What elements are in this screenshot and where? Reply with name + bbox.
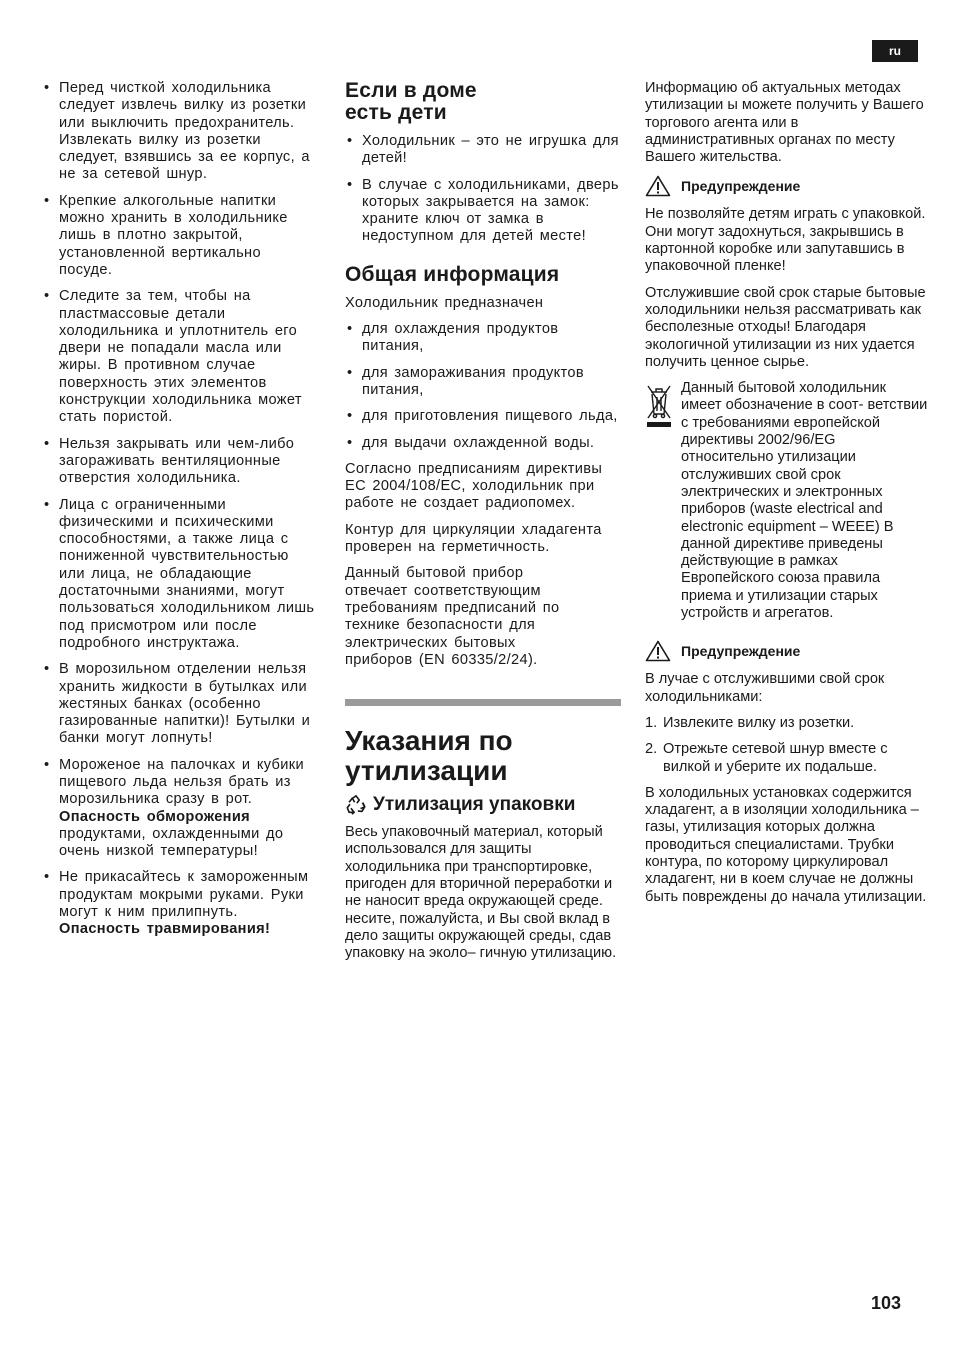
list-item: • для охлаждения продуктов питания,	[345, 321, 621, 356]
list-item: • для замораживания продуктов питания,	[345, 365, 621, 400]
children-list	[345, 133, 621, 246]
frostbite-warning: Опасность обморожения	[59, 808, 251, 825]
warning-label: Предупреждение	[681, 642, 801, 659]
old-units-paragraph: Отслужившие свой срок старые бытовые холодильники нельзя рассматривать как бесполезные отходы! Благодаря экологичной утилизации из них удается получить ценное сырье.	[645, 284, 926, 370]
list-item	[42, 757, 318, 861]
step-item	[645, 741, 930, 776]
warning-disposal-intro: В лучае с отслужившими свой срок холодильниками:	[645, 671, 885, 705]
list-item: • Лица с ограниченными физическими и психическими способностями, а также лица с пониженной чувствительностью или лица, не обладающие достаточными знаниями, могут пользоваться холодильником лишь под присмотром или после подробного инструктажа.	[42, 497, 318, 653]
warning-triangle-icon	[645, 640, 671, 662]
packaging-text: Весь упаковочный материал, который использовался для защиты холодильника при транспортировке, пригоден для вторичной переработки и не наносит вреда окружающей среде. несите, пожалуйста, и Вы свой вклад в дело защиты окружающей среды, сдав упаковку на эколо– гичную утилизацию.	[345, 824, 617, 962]
warning-label: Предупреждение	[681, 177, 801, 194]
info-column	[345, 80, 621, 972]
packaging-heading-text: Утилизация упаковки	[373, 794, 576, 816]
warning-children	[645, 175, 930, 197]
injury-warning: Опасность травмирования!	[59, 921, 271, 938]
step-text: Извлеките вилку из розетки.	[663, 714, 855, 731]
list-item: • В случае с холодильниками, дверь которых закрывается на замок: храните ключ от замка в недоступном для детей месте!	[345, 177, 621, 246]
children-heading: Если в доме есть дети	[345, 79, 477, 124]
list-item: • Крепкие алкогольные напитки можно хранить в холодильнике лишь в плотно закрытой, установленной вертикально посуде.	[42, 193, 318, 279]
step-item	[645, 715, 930, 732]
safety-standards-paragraph: Данный бытовой прибор отвечает соответствующим требованиям предписаний по технике безопасности для электрических бытовых приборов (EN 60335/2/24).	[345, 565, 560, 668]
warning-triangle-icon	[645, 175, 671, 197]
purpose-list	[345, 321, 621, 452]
disposal-steps	[645, 715, 930, 776]
step-text: Отрежьте сетевой шнур вместе с вилкой и уберите их подальше.	[663, 741, 888, 775]
language-badge: ru	[872, 40, 918, 62]
refrigerant-disposal-paragraph: В холодильных установках содержится хладагент, а в изоляции холодильника – газы, утилизация которых должна проводиться специалистами. Трубки контура, по которому циркулировал хладагент, ни в коем случае не должны быть повреждены до начала утилизации.	[645, 784, 927, 905]
disposal-column	[645, 80, 930, 915]
step-number: 1.	[645, 714, 658, 731]
weee-notice	[645, 380, 930, 622]
warning-disposal	[645, 640, 930, 662]
general-intro: Холодильник предназначен	[345, 294, 544, 311]
list-item: • Холодильник – это не игрушка для детей!	[345, 133, 621, 168]
list-item: • для выдачи охлажденной воды.	[345, 435, 621, 452]
step-number: 2.	[645, 741, 658, 758]
recycle-icon	[345, 794, 367, 816]
list-item: • Нельзя закрывать или чем-либо загораживать вентиляционные отверстия холодильника.	[42, 436, 318, 488]
list-item: • для приготовления пищевого льда,	[345, 408, 621, 425]
section-divider	[345, 699, 621, 706]
refrigerant-paragraph: Контур для циркуляции хладагента проверен на герметичность.	[345, 521, 602, 556]
disposal-heading: Указания по утилизации	[345, 725, 513, 787]
list-item	[42, 869, 318, 938]
safety-column	[42, 80, 318, 948]
page-number: 103	[871, 1293, 902, 1313]
list-item: • В морозильном отделении нельзя хранить жидкости в бутылках или жестяных банках (особенно газированные напитки)! Бутылки и банки могут лопнуть!	[42, 661, 318, 747]
safety-list	[42, 80, 318, 939]
list-item-text: Мороженое на палочках и кубики пищевого льда нельзя брать из морозильника сразу в рот.	[59, 756, 304, 808]
general-info-heading: Общая информация	[345, 262, 560, 286]
list-item-text-after: продуктами, охлажденными до очень низкой температуры!	[59, 825, 284, 860]
warning-children-text: Не позволяйте детям играть с упаковкой. Они могут задохнуться, закрывшись в картонной коробке или запутавшись в упаковочной пленке!	[645, 206, 926, 275]
weee-text: Данный бытовой холодильник имеет обозначение в соот- ветствии с требованиями европейской директивы 2002/96/EG относительно утилизации отслуживших свой срок электрических и электронных приборов (waste electrical and electronic equipment – WEEE) В данной директиве приведены действующие в рамках Европейского союза правила приема и утилизации старых устройств и агрегатов.	[681, 380, 928, 622]
list-item: • Перед чисткой холодильника следует извлечь вилку из розетки или выключить предохранитель. Извлекать вилку из розетки следует, взявшись за ее корпус, а не за сетевой шнур.	[42, 80, 318, 184]
list-item-text: Не прикасайтесь к замороженным продуктам мокрыми руками. Руки могут к ним прилипнуть.	[59, 869, 309, 921]
packaging-heading	[345, 794, 621, 816]
list-item: • Следите за тем, чтобы на пластмассовые детали холодильника и уплотнитель его двери не попадали масла или жиры. В противном случае поверхность этих элементов конструкции холодильника может стать пористой.	[42, 288, 318, 426]
emc-paragraph: Согласно предписаниям директивы EC 2004/108/EC, холодильник при работе не создает радиопомех.	[345, 460, 603, 512]
disposal-info-intro: Информацию об актуальных методах утилизации ы можете получить у Вашего торгового агента или в административных органах по месту Вашего жительства.	[645, 80, 924, 166]
crossed-bin-icon	[645, 382, 673, 430]
